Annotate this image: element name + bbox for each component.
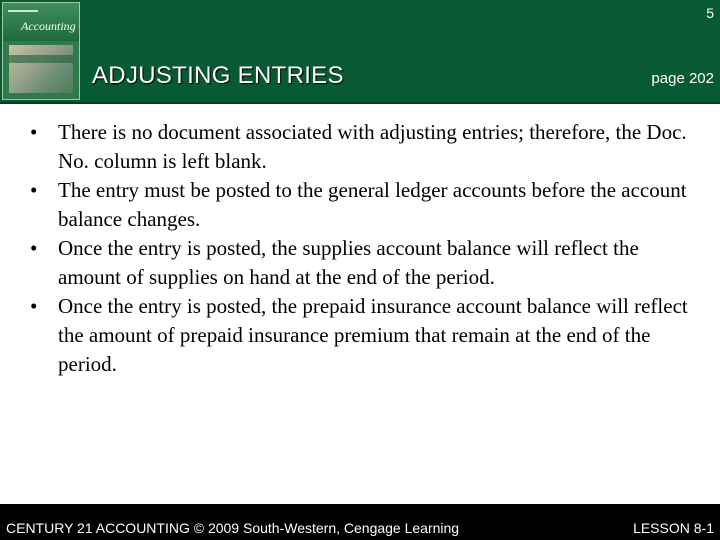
bullet-item: • Once the entry is posted, the prepaid insurance account balance will reflect the amount of prepaid insurance premium that remain at the end of the period. (30, 292, 700, 379)
page-reference: page 202 (651, 70, 714, 87)
bullet-list (30, 118, 700, 379)
bullet-item: • Once the entry is posted, the supplies account balance will reflect the amount of supplies on hand at the end of the period. (30, 234, 700, 292)
slide-header (0, 0, 720, 104)
footer-lesson: LESSON 8-1 (633, 520, 714, 536)
slide-content (30, 118, 700, 379)
slide-footer (0, 504, 720, 540)
footer-copyright: CENTURY 21 ACCOUNTING © 2009 South-Western, Cengage Learning (6, 520, 460, 536)
textbook-cover-image (2, 2, 80, 100)
book-cover-title: Accounting (21, 19, 76, 33)
slide-number: 5 (706, 5, 714, 21)
bullet-item: • There is no document associated with adjusting entries; therefore, the Doc. No. column is left blank. (30, 118, 700, 176)
slide-title: ADJUSTING ENTRIES (92, 62, 344, 89)
bullet-item: • The entry must be posted to the general ledger accounts before the account balance changes. (30, 176, 700, 234)
